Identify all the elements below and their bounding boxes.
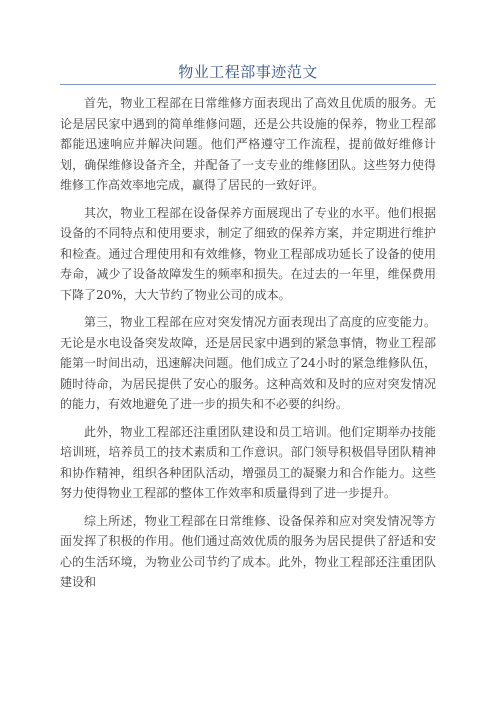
paragraph-1: 首先，物业工程部在日常维修方面表现出了高效且优质的服务。无论是居民家中遇到的简单维修问题，还是公共设施的保养，物业工程部都能迅速响应并解决问题。他们严格遵守工作流程，提前做好维修计划，确保维修设备齐全，并配备了一支专业的维修团队。这些努力使得维修工作高效率地完成，赢得了居民的一致好评。 [60, 96, 436, 192]
document-body [60, 93, 436, 600]
document-title: 物业工程部事迹范文 [178, 63, 318, 81]
paragraph-4: 此外，物业工程部还注重团队建设和员工培训。他们定期举办技能培训班，培养员工的技术素质和工作意识。部门领导积极倡导团队精神和协作精神，组织各种团队活动，增强员工的凝聚力和合作能力。这些努力使得物业工程部的整体工作效率和质量得到了进一步提升。 [60, 424, 436, 500]
paragraph-3: 第三，物业工程部在应对突发情况方面表现出了高度的应变能力。无论是水电设备突发故障，还是居民家中遇到的紧急事情，物业工程部能第一时间出动，迅速解决问题。他们成立了24小时的紧急维修队伍，随时待命，为居民提供了安心的服务。这种高效和及时的应对突发情况的能力，有效地避免了进一步的损失和不必要的纠纷。 [60, 315, 436, 411]
paragraph-5: 综上所述，物业工程部在日常维修、设备保养和应对突发情况等方面发挥了积极的作用。他们通过高效优质的服务为居民提供了舒适和安心的生活环境，为物业公司节约了成本。此外，物业工程部还注重团队建设和 [60, 513, 436, 589]
title-divider [60, 84, 436, 85]
paragraph-2: 其次，物业工程部在设备保养方面展现出了专业的水平。他们根据设备的不同特点和使用要求，制定了细致的保养方案，并定期进行维护和检查。通过合理使用和有效维修，物业工程部成功延长了设备的使用寿命，减少了设备故障发生的频率和损失。在过去的一年里，维保费用下降了20%，大大节约了物业公司的成本。 [60, 205, 436, 302]
